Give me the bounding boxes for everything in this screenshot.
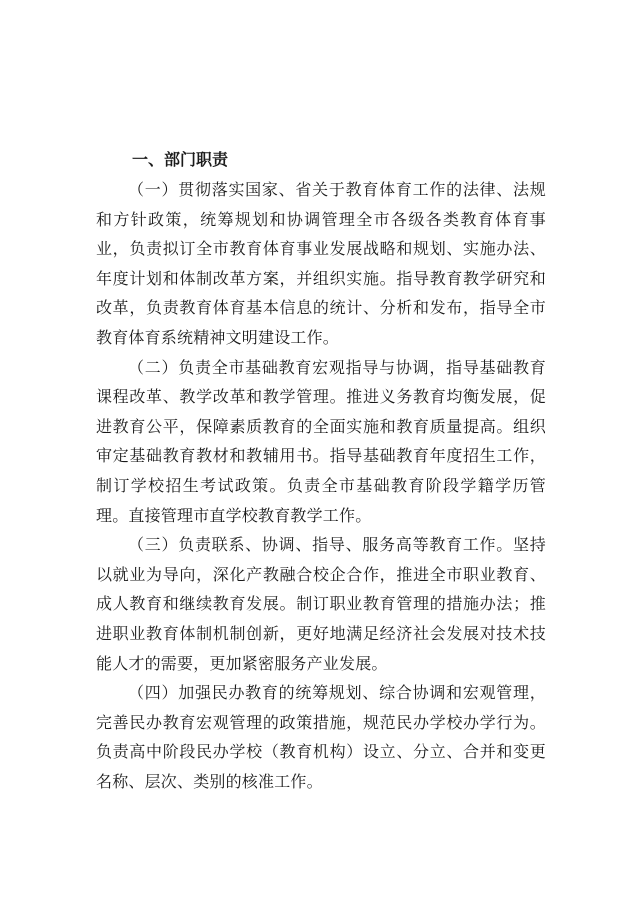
section-heading: 一、部门职责 — [132, 150, 229, 169]
duty-paragraph-3: （三）负责联系、协调、指导、服务高等教育工作。坚持以就业为导向，深化产教融合校企合作，推进全市职业教育、成人教育和继续教育发展。制订职业教育管理的措施办法；推进职业教育体制机制创新，更好地满足经济社会发展对技术技能人才的需要，更加紧密服务产业发展。 — [96, 535, 546, 673]
document-body — [96, 145, 546, 796]
duty-paragraph-2: （二）负责全市基础教育宏观指导与协调，指导基础教育课程改革、教学改革和教学管理。推进义务教育均衡发展，促进教育公平，保障素质教育的全面实施和教育质量提高。组织审定基础教育教材和教辅用书。指导基础教育年度招生工作，制订学校招生考试政策。负责全市基础教育阶段学籍学历管理。直接管理市直学校教育教学工作。 — [96, 357, 546, 525]
duty-paragraph-4: （四）加强民办教育的统筹规划、综合协调和宏观管理，完善民办教育宏观管理的政策措施，规范民办学校办学行为。负责高中阶段民办学校（教育机构）设立、分立、合并和变更名称、层次、类别的核准工作。 — [96, 683, 546, 791]
duty-paragraph-1: （一）贯彻落实国家、省关于教育体育工作的法律、法规和方针政策，统筹规划和协调管理全市各级各类教育体育事业，负责拟订全市教育体育事业发展战略和规划、实施办法、年度计划和体制改革方案，并组织实施。指导教育教学研究和改革，负责教育体育基本信息的统计、分析和发布，指导全市教育体育系统精神文明建设工作。 — [96, 180, 546, 347]
